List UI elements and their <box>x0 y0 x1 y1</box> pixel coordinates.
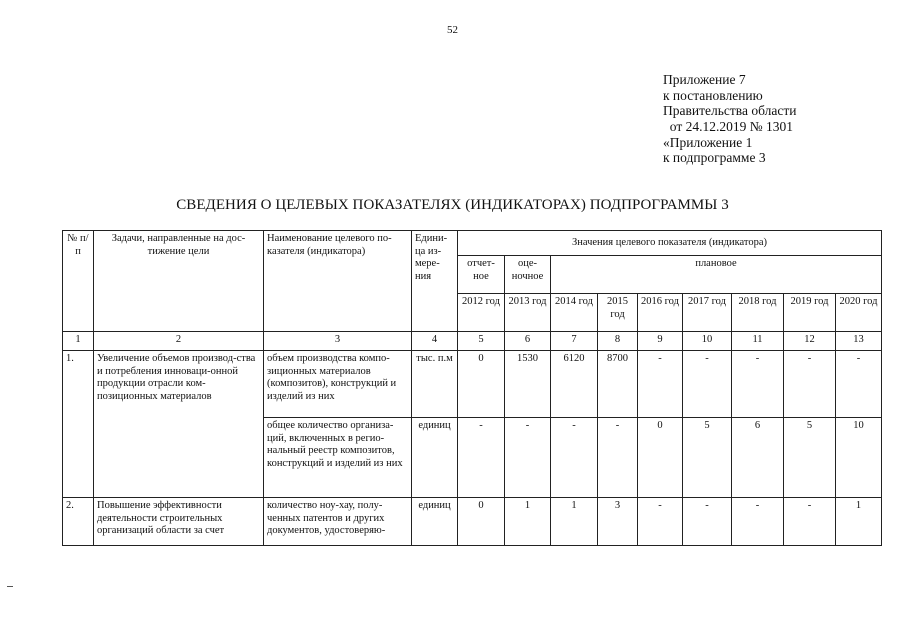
column-number: 13 <box>836 332 882 351</box>
row-unit: единиц <box>412 498 458 546</box>
row-value: 5 <box>683 418 732 498</box>
margin-mark <box>7 586 13 587</box>
row-value: - <box>732 351 784 418</box>
row-value: 0 <box>638 418 683 498</box>
row-value: 1 <box>505 498 551 546</box>
header-year: 2014 год <box>551 294 598 332</box>
table-row <box>63 498 882 546</box>
row-value: - <box>638 351 683 418</box>
header-planned: плановое <box>551 256 882 294</box>
header-year: 2015 год <box>598 294 638 332</box>
row-indicator: объем производства компо-зиционных материалов (композитов), конструкций и изделий из них <box>264 351 412 418</box>
row-value: 1 <box>551 498 598 546</box>
row-value: 5 <box>784 418 836 498</box>
row-value: - <box>836 351 882 418</box>
header-year: 2018 год <box>732 294 784 332</box>
row-value: - <box>505 418 551 498</box>
row-value: - <box>784 351 836 418</box>
appendix-line: к постановлению <box>663 87 763 103</box>
appendix-line: «Приложение 1 <box>663 134 753 150</box>
header-indicator: Наименование целевого по-казателя (индикатора) <box>264 231 412 332</box>
column-number: 9 <box>638 332 683 351</box>
appendix-line: к подпрограмме 3 <box>663 150 766 166</box>
row-value: 3 <box>598 498 638 546</box>
header-year: 2017 год <box>683 294 732 332</box>
column-number: 2 <box>94 332 264 351</box>
row-value: 8700 <box>598 351 638 418</box>
column-number: 10 <box>683 332 732 351</box>
row-value: 0 <box>458 351 505 418</box>
row-indicator: количество ноу-хау, полу-ченных патентов и других документов, удостоверяю- <box>264 498 412 546</box>
column-number: 5 <box>458 332 505 351</box>
indicators-table <box>62 230 882 546</box>
row-value: - <box>784 498 836 546</box>
header-unit: Едини-ца из-мере-ния <box>412 231 458 332</box>
row-value: - <box>683 498 732 546</box>
page-number: 52 <box>447 24 458 36</box>
appendix-block <box>663 72 796 166</box>
header-year: 2012 год <box>458 294 505 332</box>
header-row <box>63 231 882 256</box>
row-value: 10 <box>836 418 882 498</box>
row-value: 1530 <box>505 351 551 418</box>
column-number: 4 <box>412 332 458 351</box>
row-value: 6 <box>732 418 784 498</box>
row-value: - <box>683 351 732 418</box>
row-value: - <box>598 418 638 498</box>
column-number: 8 <box>598 332 638 351</box>
row-value: 1 <box>836 498 882 546</box>
document-title: СВЕДЕНИЯ О ЦЕЛЕВЫХ ПОКАЗАТЕЛЯХ (ИНДИКАТОРАХ) ПОДПРОГРАММЫ 3 <box>176 197 729 213</box>
header-year: 2019 год <box>784 294 836 332</box>
row-value: 6120 <box>551 351 598 418</box>
row-task: Увеличение объемов производ-ства и потребления инноваци-онной продукции отрасли ком-позиционных материалов <box>94 351 264 498</box>
row-unit: единиц <box>412 418 458 498</box>
row-value: - <box>458 418 505 498</box>
column-numbers-row <box>63 332 882 351</box>
row-unit: тыс. п.м <box>412 351 458 418</box>
row-indicator: общее количество организа-ций, включенных в регио-нальный реестр композитов, конструкций и изделий из них <box>264 418 412 498</box>
header-year: 2016 год <box>638 294 683 332</box>
column-number: 6 <box>505 332 551 351</box>
header-num: № п/п <box>63 231 94 332</box>
column-number: 1 <box>63 332 94 351</box>
header-year: 2013 год <box>505 294 551 332</box>
column-number: 11 <box>732 332 784 351</box>
row-num: 2. <box>63 498 94 546</box>
row-task: Повышение эффективности деятельности строительных организаций области за счет <box>94 498 264 546</box>
table-row <box>63 351 882 418</box>
column-number: 3 <box>264 332 412 351</box>
row-value: - <box>551 418 598 498</box>
row-value: 0 <box>458 498 505 546</box>
appendix-line: от 24.12.2019 № 1301 <box>663 119 793 135</box>
appendix-line: Правительства области <box>663 103 797 119</box>
header-report: отчет-ное <box>458 256 505 294</box>
header-year: 2020 год <box>836 294 882 332</box>
column-number: 12 <box>784 332 836 351</box>
header-values: Значения целевого показателя (индикатора) <box>458 231 882 256</box>
appendix-line: Приложение 7 <box>663 72 746 87</box>
header-estimate: оце-ночное <box>505 256 551 294</box>
column-number: 7 <box>551 332 598 351</box>
row-value: - <box>732 498 784 546</box>
header-tasks: Задачи, направленные на дос-тижение цели <box>94 231 264 332</box>
row-num: 1. <box>63 351 94 498</box>
row-value: - <box>638 498 683 546</box>
